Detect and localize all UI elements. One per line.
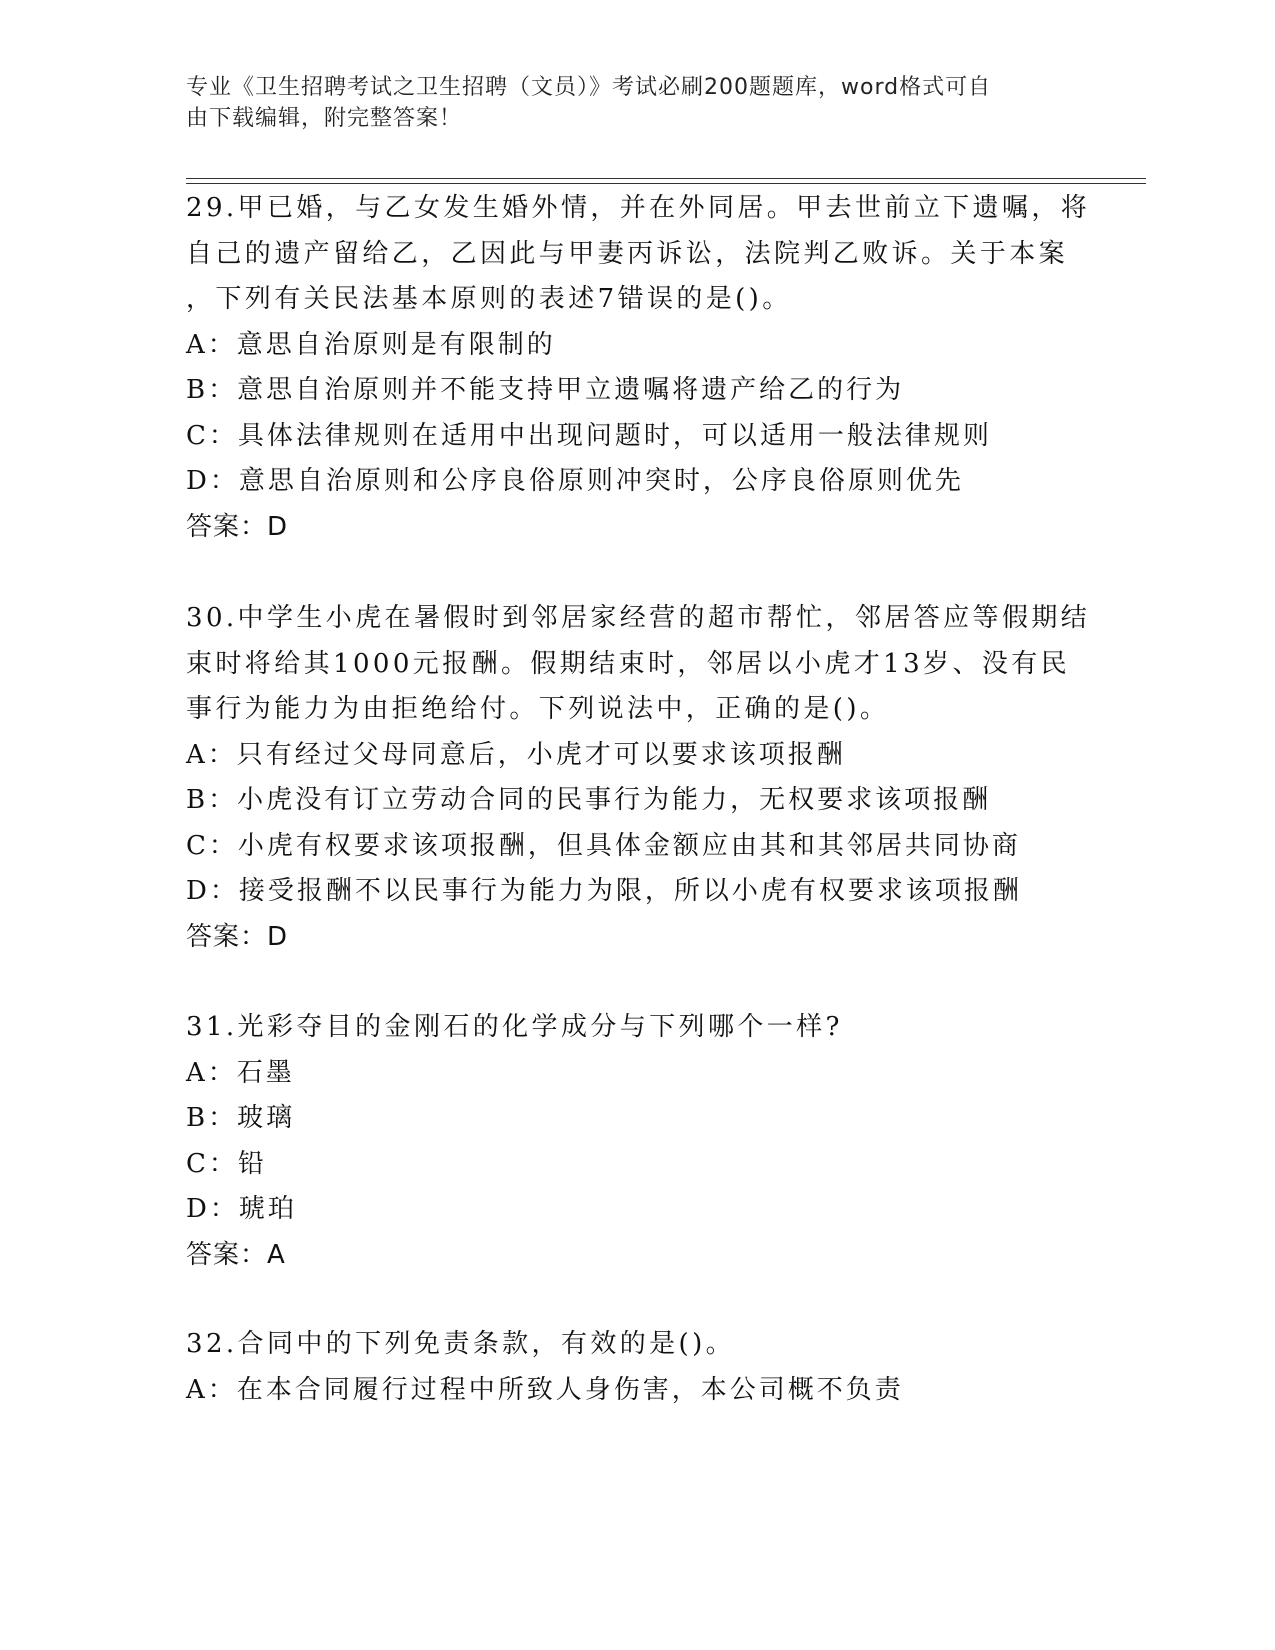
header-line-2: 由下载编辑，附完整答案！ [186,106,463,131]
answer-line: 答案：A [186,1239,286,1270]
question-29 [186,186,1091,550]
option-d: D：意思自治原则和公序良俗原则冲突时，公序良俗原则优先 [186,466,964,496]
question-31 [186,1005,1086,1278]
option-b: B：意思自治原则并不能支持甲立遗嘱将遗产给乙的行为 [186,375,905,405]
header-rule-bottom [186,183,1146,184]
question-32 [186,1322,1086,1413]
answer-line: 答案：D [186,921,289,952]
option-c: C：小虎有权要求该项报酬，但具体金额应由其和其邻居共同协商 [186,830,1021,861]
answer-line: 答案：D [186,511,289,542]
stem-line: 30.中学生小虎在暑假时到邻居家经营的超市帮忙，邻居答应等假期结 [186,603,1091,633]
stem-line: 束时将给其1000元报酬。假期结束时，邻居以小虎才13岁、没有民 [186,648,1071,679]
question-stem [186,1005,1086,1051]
option-b: B：小虎没有订立劳动合同的民事行为能力，无权要求该项报酬 [186,785,992,815]
option-c: C：铅 [186,1148,267,1179]
question-30 [186,596,1091,960]
stem-line: 32.合同中的下列免责条款，有效的是()。 [186,1329,736,1359]
question-stem [186,186,1091,323]
option-d: D：琥珀 [186,1194,297,1224]
option-a: A：意思自治原则是有限制的 [186,329,556,360]
header-line-1: 专业《卫生招聘考试之卫生招聘（文员）》考试必刷200题题库，word格式可自 [186,75,992,100]
stem-line: 31.光彩夺目的金刚石的化学成分与下列哪个一样? [186,1012,843,1042]
stem-line: ，下列有关民法基本原则的表述7错误的是()。 [186,284,792,314]
document-header [186,72,1066,134]
header-rule-top [186,178,1146,179]
stem-line: 事行为能力为由拒绝给付。下列说法中，正确的是()。 [186,694,890,724]
option-a: A：石墨 [186,1057,295,1088]
option-a: A：在本合同履行过程中所致人身伤害，本公司概不负责 [186,1374,904,1405]
question-stem [186,596,1091,733]
option-b: B：玻璃 [186,1103,296,1133]
option-c: C：具体法律规则在适用中出现问题时，可以适用一般法律规则 [186,420,992,451]
stem-line: 自己的遗产留给乙，乙因此与甲妻丙诉讼，法院判乙败诉。关于本案 [186,238,1069,269]
question-stem [186,1322,1086,1368]
option-a: A：只有经过父母同意后，小虎才可以要求该项报酬 [186,739,846,770]
option-d: D：接受报酬不以民事行为能力为限，所以小虎有权要求该项报酬 [186,876,1022,906]
stem-line: 29.甲已婚，与乙女发生婚外情，并在外同居。甲去世前立下遗嘱，将 [186,193,1091,223]
